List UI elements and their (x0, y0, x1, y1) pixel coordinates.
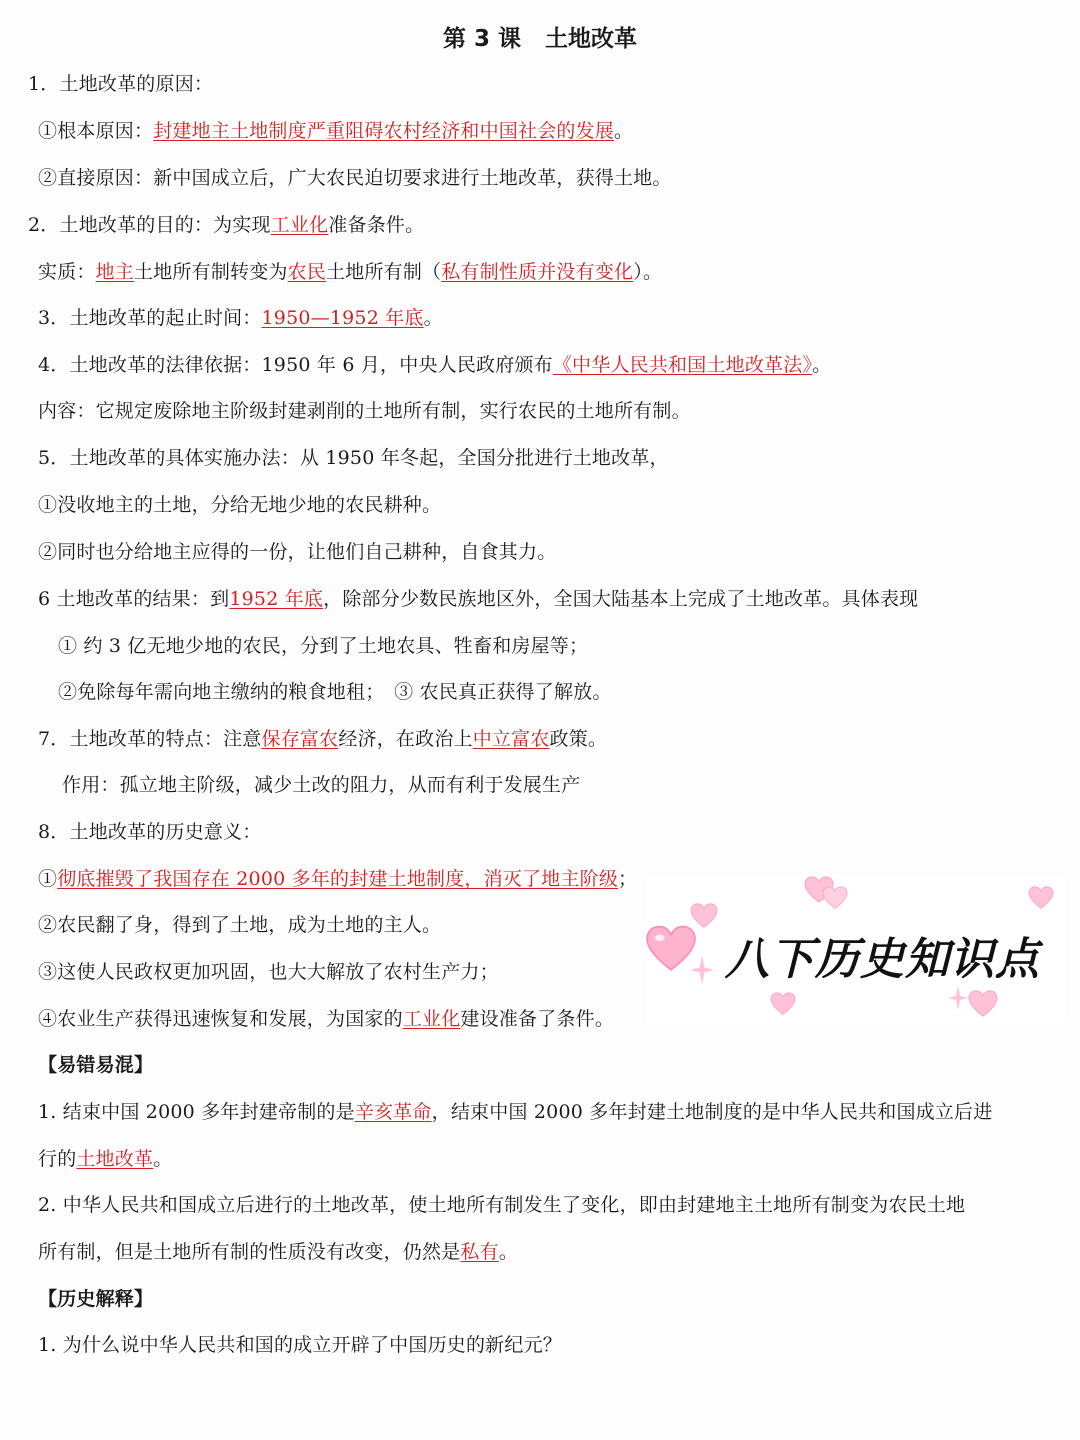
section-common-mistakes: 【易错易混】 (38, 1054, 154, 1076)
point-8-item-2: ②农民翻了身，得到了土地，成为土地的主人。 (38, 914, 442, 936)
point-2-essence: 实质：地主土地所有制转变为农民土地所有制（私有制性质并没有变化）。 (38, 261, 663, 283)
lesson-name: 土地改革 (545, 26, 638, 52)
point-8-heading: 8．土地改革的历史意义： (38, 821, 262, 843)
point-2-purpose: 2．土地改革的目的：为实现工业化准备条件。 (28, 214, 425, 236)
mistake-1-line-1: 1. 结束中国 2000 多年封建帝制的是辛亥革命，结束中国 2000 多年封建土地制度的是中华人民共和国成立后进 (38, 1101, 993, 1123)
point-1-direct-cause: ②直接原因：新中国成立后，广大农民迫切要求进行土地改革，获得土地。 (38, 167, 672, 189)
point-6-item-1: ① 约 3 亿无地少地的农民，分到了土地农具、牲畜和房屋等； (58, 635, 589, 657)
page-title (0, 20, 1080, 53)
banner-title: 八下历史知识点 (725, 934, 1040, 985)
point-8-item-3: ③这使人民政权更加巩固，也大大解放了农村生产力； (38, 961, 499, 983)
interpretation-question-1: 1. 为什么说中华人民共和国的成立开辟了中国历史的新纪元？ (38, 1334, 562, 1356)
sparkle-icon (948, 985, 968, 1011)
sticker-banner (645, 875, 1065, 1025)
heart-icon (770, 992, 796, 1016)
point-5-method: 5．土地改革的具体实施办法：从 1950 年冬起，全国分批进行土地改革， (38, 447, 669, 469)
point-8-item-1: ①彻底摧毁了我国存在 2000 多年的封建土地制度，消灭了地主阶级； (38, 868, 638, 890)
heart-icon (822, 886, 848, 910)
heart-icon (690, 903, 718, 929)
point-5-item-1: ①没收地主的土地，分给无地少地的农民耕种。 (38, 494, 442, 516)
mistake-2-line-2: 所有制，但是土地所有制的性质没有改变，仍然是私有。 (38, 1241, 519, 1263)
sparkle-icon (690, 955, 714, 985)
point-5-item-2: ②同时也分给地主应得的一份，让他们自己耕种，自食其力。 (38, 541, 557, 563)
point-7-effect: 作用：孤立地主阶级，减少土改的阻力，从而有利于发展生产 (62, 774, 581, 796)
point-6-result: 6 土地改革的结果：到1952 年底，除部分少数民族地区外，全国大陆基本上完成了土地改革。具体表现 (38, 588, 919, 610)
lesson-number: 第 3 课 (442, 26, 522, 52)
point-8-item-4: ④农业生产获得迅速恢复和发展，为国家的工业化建设准备了条件。 (38, 1008, 615, 1030)
heart-icon (968, 990, 998, 1018)
point-7-features: 7．土地改革的特点：注意保存富农经济，在政治上中立富农政策。 (38, 728, 608, 750)
point-6-item-2: ②免除每年需向地主缴纳的粮食地租； ③ 农民真正获得了解放。 (58, 681, 612, 703)
heart-icon (1028, 886, 1054, 910)
point-4-content: 内容：它规定废除地主阶级封建剥削的土地所有制，实行农民的土地所有制。 (38, 400, 691, 422)
point-1-heading: 1．土地改革的原因： (28, 73, 214, 95)
mistake-1-line-2: 行的土地改革。 (38, 1148, 173, 1170)
mistake-2-line-1: 2. 中华人民共和国成立后进行的土地改革，使土地所有制发生了变化，即由封建地主土地所有制变为农民土地 (38, 1194, 966, 1216)
point-4-legal-basis: 4．土地改革的法律依据：1950 年 6 月，中央人民政府颁布《中华人民共和国土地改革法》。 (38, 354, 832, 376)
point-1-root-cause: ①根本原因：封建地主土地制度严重阻碍农村经济和中国社会的发展。 (38, 120, 634, 142)
section-historical-interpretation: 【历史解释】 (38, 1288, 154, 1310)
point-3-period: 3．土地改革的起止时间：1950—1952 年底。 (38, 307, 443, 329)
